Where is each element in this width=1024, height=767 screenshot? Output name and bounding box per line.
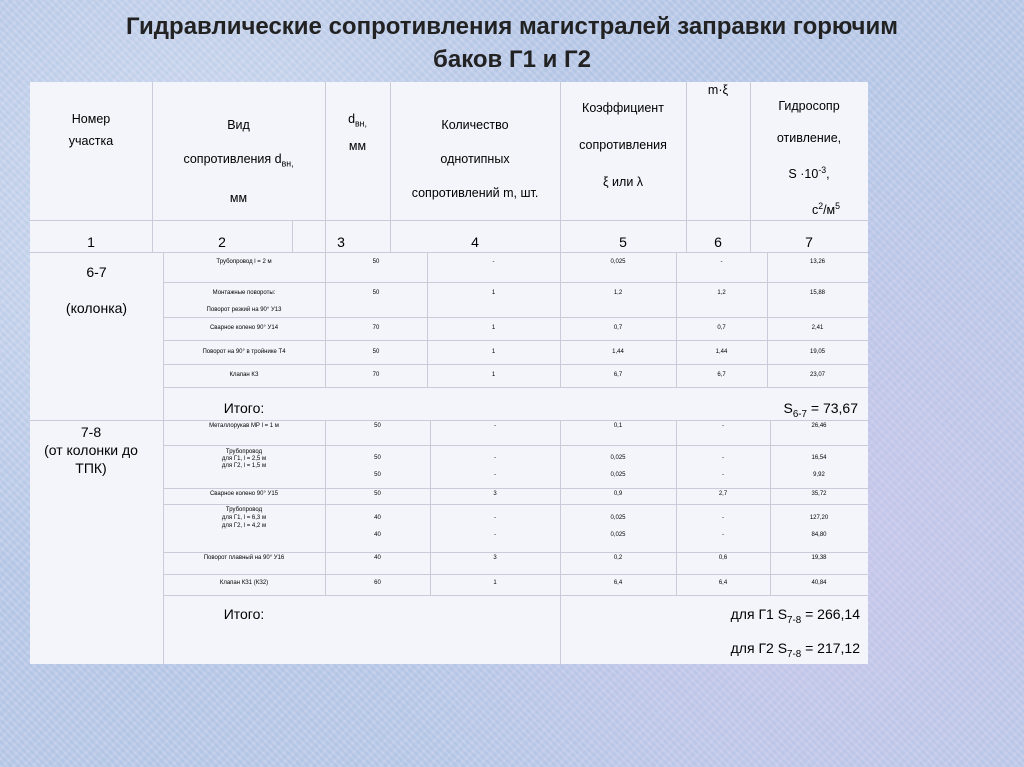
section-id: 7-8 <box>80 424 102 440</box>
row-diameter: 60 <box>374 580 381 586</box>
header-resistance-type: Вид сопротивления $d_{вн,}$ мм <box>183 118 294 205</box>
row-name: Металлорукав МР l = 1 м <box>209 423 279 429</box>
row-m-xi: - <box>722 532 724 538</box>
grid-line <box>163 364 868 365</box>
row-coefficient: 0,9 <box>613 491 623 497</box>
row-name: Трубопровод <box>225 507 263 513</box>
row-m-xi: 6,4 <box>718 580 728 586</box>
grid-line <box>163 252 164 420</box>
row-count: - <box>494 532 496 538</box>
total-value-g1: для Г1 $S_{7-8} = 266,14$ <box>730 606 860 626</box>
total-label: Итого: <box>223 400 265 416</box>
section-label: (колонка) <box>65 300 128 316</box>
row-count: 1 <box>491 290 496 296</box>
grid-line <box>676 252 677 387</box>
row-diameter: 40 <box>374 515 381 521</box>
row-coefficient: 0,1 <box>613 423 623 429</box>
row-count: - <box>494 472 496 478</box>
grid-line <box>163 595 868 596</box>
row-count: 1 <box>491 325 496 331</box>
row-diameter: 50 <box>374 472 381 478</box>
header-diameter: $d_{вн,}$ мм <box>348 112 367 153</box>
row-resistance: 9,92 <box>813 472 825 478</box>
grid-line <box>430 420 431 595</box>
row-count: 1 <box>491 372 496 378</box>
row-name: для Г1, l = 6,3 м <box>221 515 267 521</box>
col-number: 4 <box>471 234 479 250</box>
row-diameter: 70 <box>372 325 380 331</box>
row-diameter: 70 <box>372 372 380 378</box>
row-m-xi: - <box>720 259 723 265</box>
grid-line <box>686 82 687 252</box>
row-resistance: 19,05 <box>809 349 825 355</box>
total-value: $S_{6-7} = 73,67$ <box>783 400 858 420</box>
row-diameter: 40 <box>374 532 381 538</box>
section-label: ТПК) <box>75 460 107 476</box>
row-resistance: 40,84 <box>811 580 827 586</box>
row-resistance: 84,80 <box>811 532 827 538</box>
row-m-xi: - <box>722 515 724 521</box>
col-number: 1 <box>87 234 95 250</box>
grid-line <box>163 387 868 388</box>
row-resistance: 16,54 <box>811 455 827 461</box>
row-diameter: 40 <box>374 555 381 561</box>
row-coefficient: 6,4 <box>613 580 623 586</box>
row-diameter: 50 <box>374 491 381 497</box>
grid-line <box>163 317 868 318</box>
row-name: для Г2, l = 4,2 м <box>221 523 267 529</box>
row-resistance: 15,88 <box>809 290 825 296</box>
grid-line <box>325 420 326 595</box>
row-m-xi: 0,6 <box>718 555 728 561</box>
grid-line <box>163 445 868 446</box>
row-count: 1 <box>491 349 496 355</box>
col-number: 3 <box>337 234 345 250</box>
row-resistance: 127,20 <box>809 515 829 521</box>
row-m-xi: - <box>722 455 724 461</box>
row-diameter: 50 <box>372 259 380 265</box>
col-number: 6 <box>714 234 722 250</box>
grid-line <box>30 220 868 221</box>
row-resistance: 35,72 <box>811 491 827 497</box>
header-coefficient: Коэффициент сопротивления ξ или λ <box>579 101 667 189</box>
row-diameter: 50 <box>372 290 380 296</box>
row-resistance: 26,46 <box>811 423 827 429</box>
row-m-xi: - <box>722 423 724 429</box>
row-count: 3 <box>493 491 497 497</box>
row-m-xi: 1,2 <box>717 290 726 296</box>
grid-line <box>767 252 768 387</box>
row-resistance: 13,26 <box>809 259 825 265</box>
row-count: - <box>492 259 495 265</box>
header-hydraulic-resistance: Гидросопр отивление, $S \cdot 10^{-3}$, $с^2/м^5$ <box>776 99 842 218</box>
col-number: 2 <box>218 234 226 250</box>
title-line-1: Гидравлические сопротивления магистралей заправки горючим <box>126 13 898 40</box>
section-id: 6-7 <box>86 264 107 280</box>
row-count: 1 <box>493 580 497 586</box>
row-m-xi: 0,7 <box>717 325 726 331</box>
row-coefficient: 0,025 <box>610 259 626 265</box>
row-m-xi: 1,44 <box>715 349 728 355</box>
title-line-2: баков Г1 и Г2 <box>433 46 591 73</box>
row-name: для Г2, l = 1,5 м <box>221 463 267 469</box>
row-m-xi: 6,7 <box>717 372 726 378</box>
grid-line <box>325 252 326 387</box>
grid-line <box>163 552 868 553</box>
row-name: Сварное колено 90° У15 <box>209 491 279 497</box>
row-m-xi: - <box>722 472 724 478</box>
grid-line <box>676 420 677 595</box>
row-count: - <box>494 455 496 461</box>
grid-line <box>163 340 868 341</box>
row-name: Клапан КЗ <box>229 372 259 378</box>
row-coefficient: 0,025 <box>610 515 626 521</box>
row-coefficient: 6,7 <box>613 372 623 378</box>
grid-line <box>163 574 868 575</box>
row-resistance: 2,41 <box>811 325 824 331</box>
row-coefficient: 1,2 <box>613 290 623 296</box>
row-coefficient: 0,025 <box>610 455 626 461</box>
grid-line <box>560 252 561 387</box>
grid-line <box>163 282 868 283</box>
row-diameter: 50 <box>374 423 381 429</box>
grid-line <box>427 252 428 387</box>
row-name: для Г1, l = 2,5 м <box>221 456 267 462</box>
row-name: Сварное колено 90° У14 <box>209 325 279 331</box>
row-count: - <box>494 423 496 429</box>
row-name: Трубопровод l = 2 м <box>216 259 272 265</box>
row-coefficient: 0,2 <box>613 555 623 561</box>
row-name: Поворот плавный на 90° У16 <box>203 555 285 561</box>
row-name: Трубопровод <box>225 449 263 455</box>
row-resistance: 19,38 <box>811 555 827 561</box>
row-diameter: 50 <box>374 455 381 461</box>
grid-line <box>163 488 868 489</box>
row-coefficient: 1,44 <box>612 349 624 355</box>
resistance-table <box>30 82 868 664</box>
total-label: Итого: <box>223 606 265 622</box>
row-resistance: 23,07 <box>809 372 825 378</box>
row-name: Поворот на 90° в тройнике Т4 <box>202 349 286 355</box>
grid-line <box>163 504 868 505</box>
row-count: - <box>494 515 496 521</box>
grid-line <box>30 252 868 253</box>
header-count: Количество однотипных сопротивлений m, шт. <box>411 118 539 200</box>
header-section-number: Номер участка <box>68 112 114 148</box>
col-number: 5 <box>619 234 627 250</box>
row-coefficient: 0,025 <box>610 472 626 478</box>
row-diameter: 50 <box>372 349 380 355</box>
section-label: (от колонки до <box>44 442 138 458</box>
page-title <box>60 10 964 76</box>
row-count: 3 <box>493 555 497 561</box>
total-value-g2: для Г2 $S_{7-8} = 217,12$ <box>730 640 860 660</box>
grid-line <box>30 420 868 421</box>
row-name: Монтажные повороты: <box>212 290 276 296</box>
row-name: Поворот резкий на 90° У13 <box>206 307 282 313</box>
row-name: Клапан КЗ1 (КЗ2) <box>219 580 269 586</box>
row-coefficient: 0,7 <box>613 325 623 331</box>
row-m-xi: 2,7 <box>718 491 728 497</box>
row-coefficient: 0,025 <box>610 532 626 538</box>
grid-line <box>770 420 771 595</box>
header-m-xi: m·ξ <box>707 83 729 97</box>
col-number: 7 <box>805 234 813 250</box>
